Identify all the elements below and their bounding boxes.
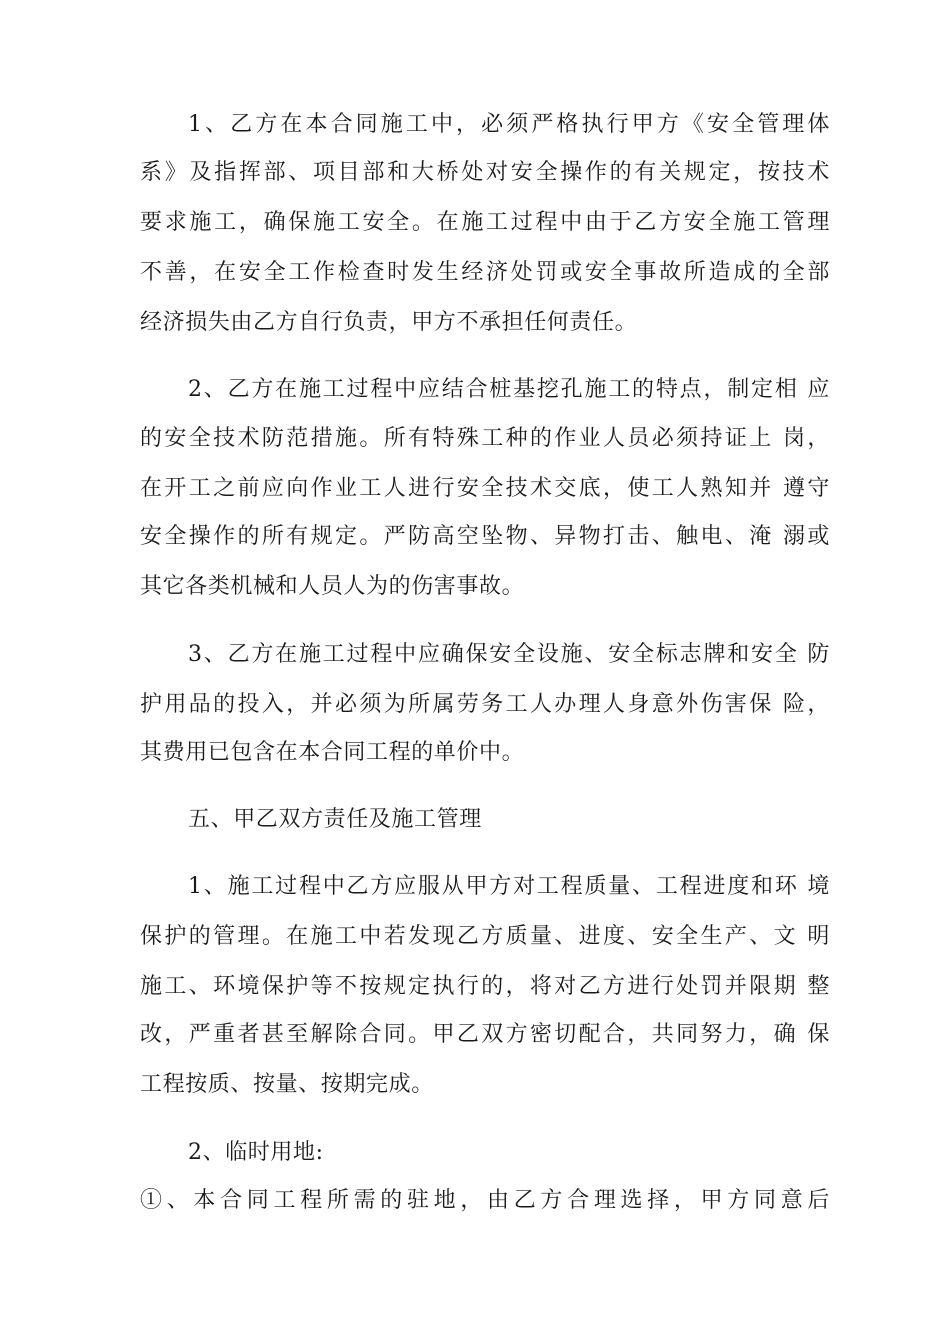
text-line: 2、临时用地: — [188, 1140, 324, 1165]
section-heading: 五、甲乙双方责任及施工管理 — [188, 807, 482, 832]
text-line: 的安全技术防范措施。所有特殊工种的作业人员必须持证上 岗， — [140, 426, 830, 451]
text-line: 保护的管理。在施工中若发现乙方质量、进度、安全生产、文 明 — [140, 924, 830, 949]
text-line: 工程按质、按量、按期完成。 — [140, 1072, 434, 1097]
text-line: 3、乙方在施工过程中应确保安全设施、安全标志牌和安全 防 — [188, 642, 830, 667]
text-line: 其它各类机械和人员人为的伤害事故。 — [140, 574, 525, 599]
text-line: 施工、环境保护等不按规定执行的，将对乙方进行处罚并限期 整 — [140, 974, 830, 999]
text-line: 系》及指挥部、项目部和大桥处对安全操作的有关规定，按技术 — [140, 160, 830, 185]
text-line: 经济损失由乙方自行负责，甲方不承担任何责任。 — [140, 310, 638, 335]
text-line: 改，严重者甚至解除合同。甲乙双方密切配合，共同努力，确 保 — [140, 1022, 830, 1047]
text-line: 在开工之前应向作业工人进行安全技术交底，使工人熟知并 遵守 — [140, 476, 830, 501]
text-line: 护用品的投入，并必须为所属劳务工人办理人身意外伤害保 险， — [140, 692, 830, 717]
text-line: 其费用已包含在本合同工程的单价中。 — [140, 740, 525, 765]
text-line: 1、乙方在本合同施工中，必须严格执行甲方《安全管理体 — [188, 112, 830, 137]
text-line: 安全操作的所有规定。严防高空坠物、异物打击、触电、淹 溺或 — [140, 524, 830, 549]
text-line: ①、本合同工程所需的驻地，由乙方合理选择，甲方同意后 — [140, 1188, 830, 1213]
text-line: 2、乙方在施工过程中应结合桩基挖孔施工的特点，制定相 应 — [188, 377, 830, 402]
text-line: 要求施工，确保施工安全。在施工过程中由于乙方安全施工管理 — [140, 210, 830, 235]
text-line: 不善，在安全工作检查时发生经济处罚或安全事故所造成的全部 — [140, 260, 830, 285]
text-line: 1、施工过程中乙方应服从甲方对工程质量、工程进度和环 境 — [188, 874, 830, 899]
